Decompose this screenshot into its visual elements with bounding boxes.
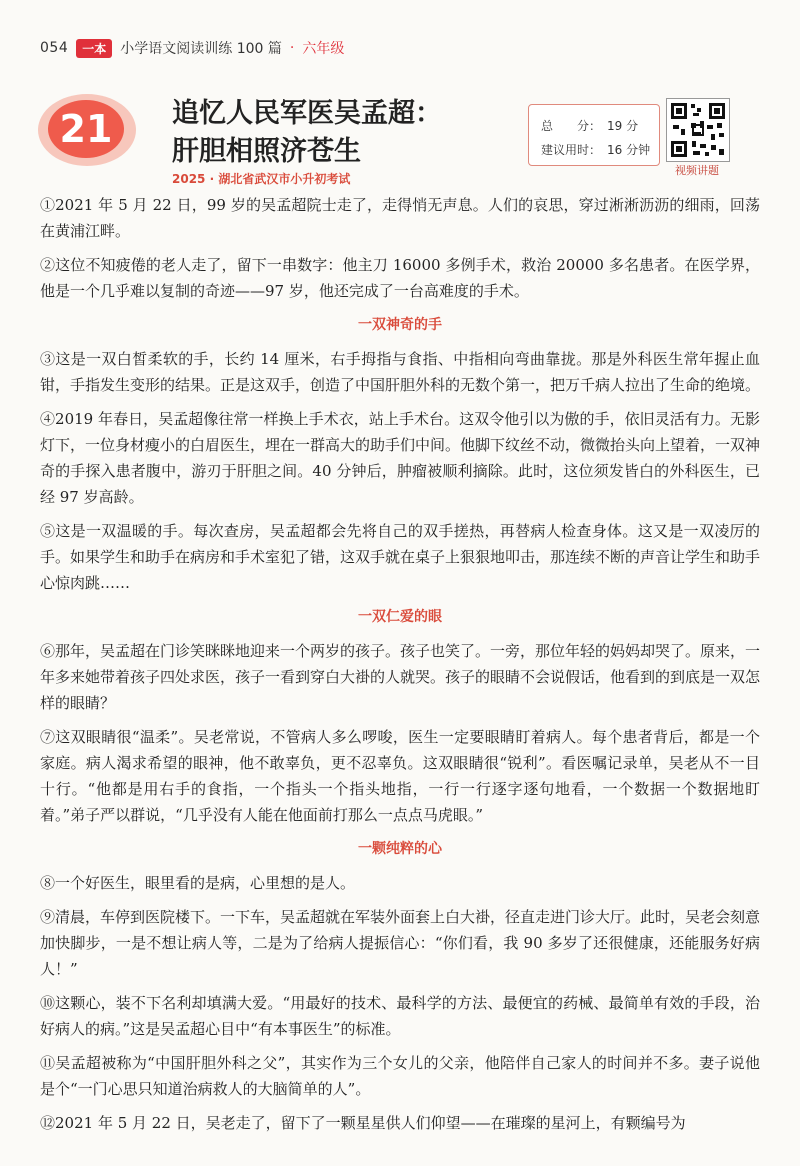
title-line-2: 肝胆相照济苍生 [172, 136, 361, 167]
paragraph-11: ⑪吴孟超被称为“中国肝胆外科之父”，其实作为三个女儿的父亲，他陪伴自己家人的时间并不多。妻子说他是个“一门心思只知道治病救人的大脑简单的人”。 [40, 1054, 760, 1098]
time-label: 建议用时： [541, 143, 602, 157]
paragraph-4: ④2019 年春日，吴孟超像往常一样换上手术衣，站上手术台。这双令他引以为傲的手，依旧灵活有力。无影灯下，一位身材瘦小的白眉医生，埋在一群高大的助手们中间。他脚下纹丝不动，微微抬头向上望着，一双神奇的手探入患者腹中，游刃于肝胆之间。40 分钟后，肿瘤被顺利摘除。此时，这位须发皆白的外科医生，已经 97 岁高龄。 [40, 410, 761, 506]
section-heading-eyes: 一双仁爱的眼 [358, 609, 442, 625]
paragraph-7: ⑦这双眼睛很“温柔”。吴老常说，不管病人多么啰唆，医生一定要眼睛盯着病人。每个患者背后，都是一个家庭。病人渴求希望的眼神，他不敢辜负，更不忍辜负。这双眼睛很“锐利”。看医嘱记录单，吴老从不一目十行。“他都是用右手的食指，一个指头一个指头地指，一行一行逐字逐句地看，一个数据一个数据地盯着。”弟子严以群说，“几乎没有人能在他面前打那么一点点马虎眼。” [40, 728, 760, 824]
title-line-1: 追忆人民军医吴孟超： [172, 98, 442, 129]
brand-logo: 一本 [76, 39, 112, 58]
article-body [40, 192, 760, 1144]
exam-source: 2025 · 湖北省武汉市小升初考试 [172, 172, 351, 186]
score-label: 总 分： [541, 119, 602, 133]
lesson-number: 21 [59, 107, 113, 151]
paragraph-2: ②这位不知疲倦的老人走了，留下一串数字：他主刀 16000 多例手术，救治 20000 多名患者。在医学界，他是一个几乎难以复制的奇迹——97 岁，他还完成了一台高难度的手术。 [40, 256, 760, 300]
grade-label: 六年级 [302, 41, 345, 57]
separator-dot: · [289, 40, 295, 56]
qr-caption: 视频讲题 [675, 164, 719, 177]
paragraph-12: ⑫2021 年 5 月 22 日，吴老走了，留下了一颗星星供人们仰望——在璀璨的星河上，有颗编号为 [40, 1114, 686, 1132]
lesson-number-badge [38, 92, 136, 168]
book-title: 小学语文阅读训练 100 篇 [120, 41, 282, 57]
score-value: 19 分 [607, 119, 639, 133]
paragraph-8: ⑧一个好医生，眼里看的是病，心里想的是人。 [40, 874, 356, 892]
paragraph-1: ①2021 年 5 月 22 日，99 岁的吴孟超院士走了，走得悄无声息。人们的哀思，穿过淅淅沥沥的细雨，回荡在黄浦江畔。 [40, 196, 760, 240]
score-info-box [528, 104, 660, 166]
paragraph-9: ⑨清晨，车停到医院楼下。一下车，吴孟超就在军装外面套上白大褂，径直走进门诊大厅。此时，吴老会刻意加快脚步，一是不想让病人等，二是为了给病人提振信心：“你们看，我 90 多岁了还很健康，还能服务好病人！” [40, 908, 761, 978]
lesson-title [172, 95, 442, 171]
qr-code-icon[interactable] [666, 98, 730, 162]
page-number: 054 [40, 40, 69, 56]
paragraph-10: ⑩这颗心，装不下名利却填满大爱。“用最好的技术、最科学的方法、最便宜的药械、最简单有效的手段，治好病人的病。”这是吴孟超心目中“有本事医生”的标准。 [40, 994, 760, 1038]
time-value: 16 分钟 [607, 143, 651, 157]
paragraph-5: ⑤这是一双温暖的手。每次查房，吴孟超都会先将自己的双手搓热，再替病人检查身体。这又是一双凌厉的手。如果学生和助手在病房和手术室犯了错，这双手就在桌子上狠狠地叩击，那连续不断的声音让学生和助手心惊肉跳…… [40, 522, 761, 592]
paragraph-3: ③这是一双白皙柔软的手，长约 14 厘米，右手拇指与食指、中指相向弯曲靠拢。那是外科医生常年握止血钳，手指发生变形的结果。正是这双手，创造了中国肝胆外科的无数个第一，把万千病人拉出了生命的绝境。 [40, 350, 761, 394]
paragraph-6: ⑥那年，吴孟超在门诊笑眯眯地迎来一个两岁的孩子。孩子也笑了。一旁，那位年轻的妈妈却哭了。原来，一年多来她带着孩子四处求医，孩子一看到穿白大褂的人就哭。孩子的眼睛不会说假话，他看到的到底是一双怎样的眼睛？ [40, 642, 761, 712]
section-heading-hands: 一双神奇的手 [358, 317, 442, 333]
page-header [40, 34, 344, 62]
section-heading-heart: 一颗纯粹的心 [358, 841, 442, 857]
